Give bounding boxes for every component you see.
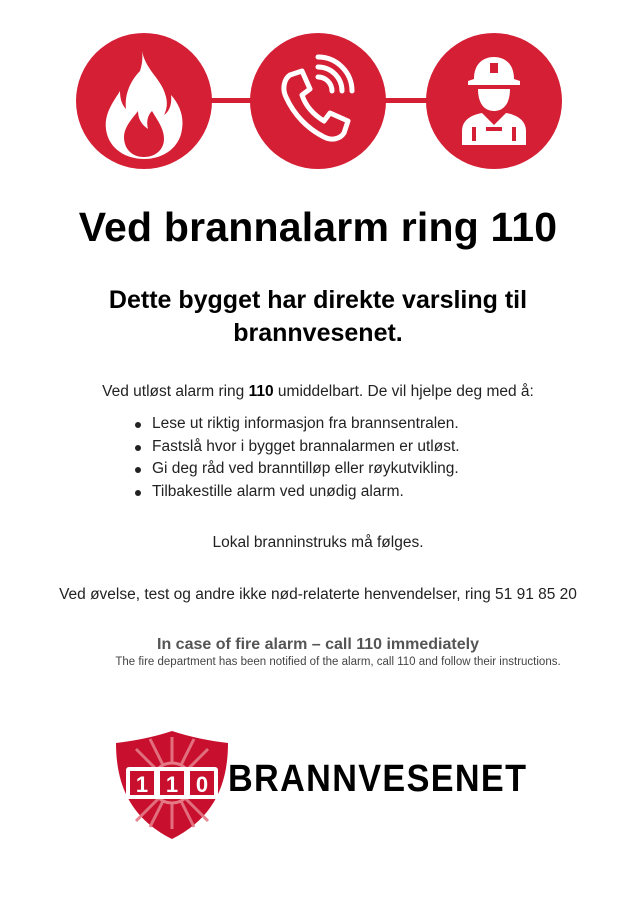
list-item [132, 458, 460, 481]
icon-row [0, 0, 636, 180]
list-item-text: Fastslå hvor i bygget brannalarmen er utløst. [152, 437, 460, 455]
intro-text-after: umiddelbart. De vil hjelpe deg med å: [273, 383, 534, 400]
list-item [132, 436, 460, 459]
list-item-text: Tilbakestille alarm ved unødig alarm. [152, 482, 404, 500]
intro-text [0, 383, 636, 401]
intro-emergency-number: 110 [248, 383, 274, 400]
fire-icon [76, 33, 212, 169]
phone-call-icon [250, 33, 386, 169]
brannvesenet-shield-logo [114, 729, 230, 841]
list-item-text: Gi deg råd ved branntilløp eller røykutvikling. [152, 460, 459, 477]
page-title: Ved brannalarm ring 110 [78, 204, 558, 250]
intro-text-before: Ved utløst alarm ring [102, 383, 249, 400]
list-item-text: Lese ut riktig informasjon fra brannsentralen. [152, 415, 459, 432]
english-heading: In case of fire alarm – call 110 immediately [157, 636, 479, 653]
local-instruction-text: Lokal branninstruks må følges. [212, 534, 424, 551]
list-item [132, 413, 460, 436]
brand-name: BRANNVESENET [228, 758, 528, 800]
bullet-icon [135, 490, 141, 496]
bullet-icon [135, 445, 141, 451]
non-emergency-text: Ved øvelse, test og andre ikke nød-relaterte henvendelser, ring 51 91 85 20 [59, 586, 577, 603]
bullet-icon [135, 422, 141, 428]
svg-text:1: 1 [135, 772, 149, 797]
bullet-icon [135, 467, 141, 473]
firefighter-icon [426, 33, 562, 169]
list-item [132, 481, 460, 504]
english-text: The fire department has been notified of the alarm, call 110 and follow their instructions. [115, 656, 561, 668]
svg-text:0: 0 [195, 772, 209, 797]
page-subtitle: Dette bygget har direkte varsling til brannvesenet. [108, 286, 528, 347]
help-list [132, 413, 460, 503]
svg-text:1: 1 [165, 772, 179, 797]
